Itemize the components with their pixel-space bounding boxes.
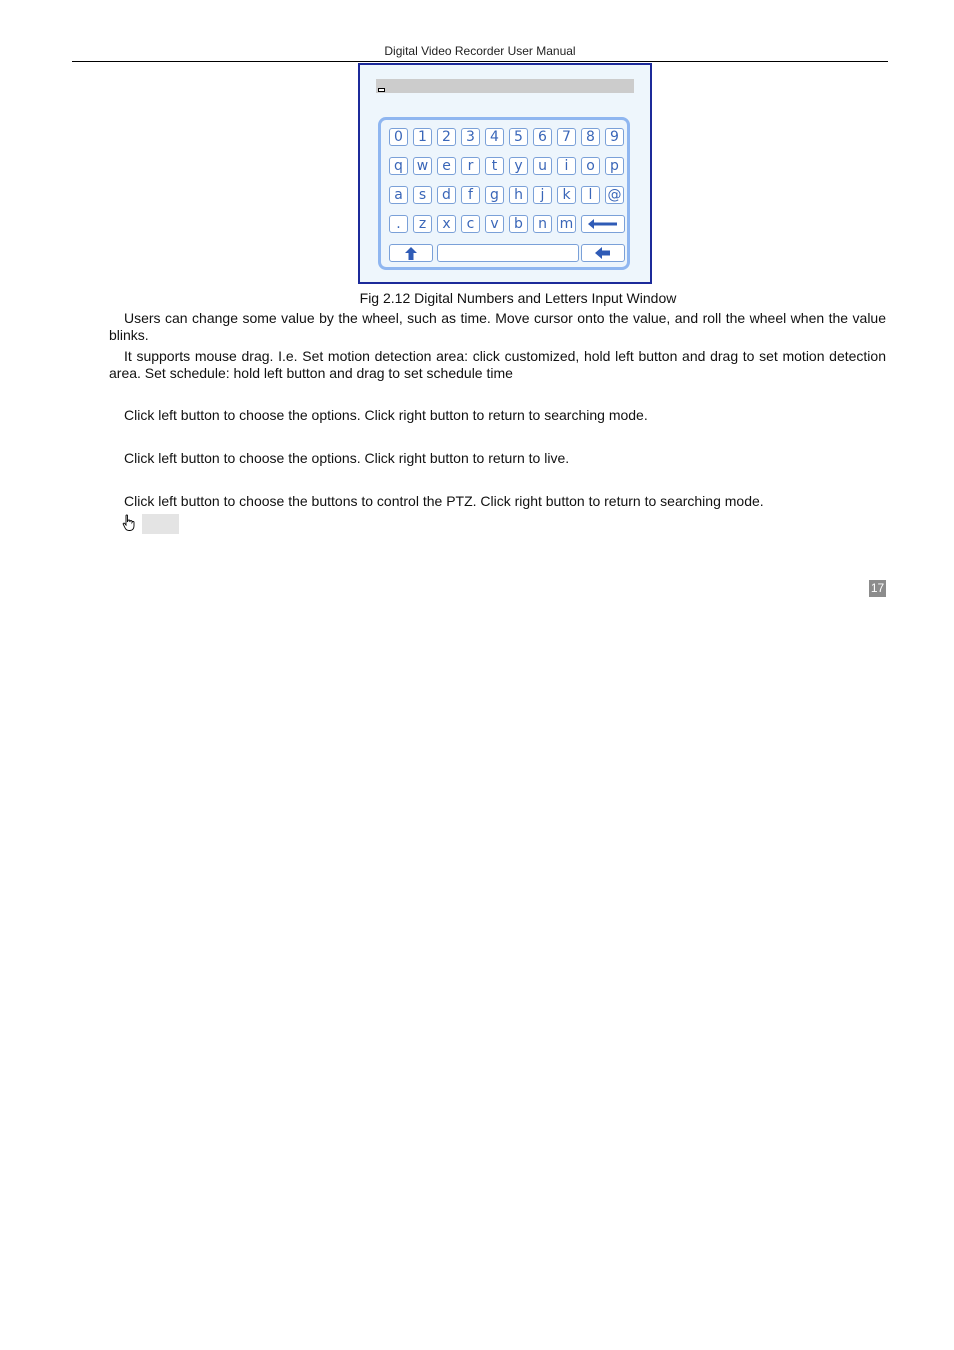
key-q[interactable]: q [389,157,408,175]
key-1[interactable]: 1 [413,128,432,146]
key-period[interactable]: . [389,215,408,233]
highlight-box [142,514,179,534]
key-u[interactable]: u [533,157,552,175]
key-8[interactable]: 8 [581,128,600,146]
key-n[interactable]: n [533,215,552,233]
text-line-live: Click left button to choose the options. Click right button to return to live. [124,450,570,466]
virtual-keyboard [378,117,630,270]
backspace-key[interactable] [581,244,625,262]
key-z[interactable]: z [413,215,432,233]
text-line-ptz: Click left button to choose the buttons to control the PTZ. Click right button to return to searching mode. [124,493,764,509]
header-rule [72,61,888,62]
key-x[interactable]: x [437,215,456,233]
text-input-field[interactable] [376,79,634,93]
key-7[interactable]: 7 [557,128,576,146]
key-l[interactable]: l [581,186,600,204]
enter-arrow-icon [587,218,619,230]
key-d[interactable]: d [437,186,456,204]
paragraph-wheel: Users can change some value by the wheel, such as time. Move cursor onto the value, and roll the wheel when the value blinks. [109,310,886,343]
key-k[interactable]: k [557,186,576,204]
key-t[interactable]: t [485,157,504,175]
header-title: Digital Video Recorder User Manual [384,44,576,58]
key-at[interactable]: @ [605,186,624,204]
key-9[interactable]: 9 [605,128,624,146]
figure-caption: Fig 2.12 Digital Numbers and Letters Input Window [359,290,677,306]
key-s[interactable]: s [413,186,432,204]
paragraph-drag: It supports mouse drag. I.e. Set motion detection area: click customized, hold left button and drag to set motion detection area. Set schedule: hold left button and drag to set schedule time [109,348,886,381]
key-c[interactable]: c [461,215,480,233]
key-f[interactable]: f [461,186,480,204]
key-y[interactable]: y [509,157,528,175]
key-v[interactable]: v [485,215,504,233]
key-b[interactable]: b [509,215,528,233]
page-number: 17 [870,581,885,595]
backspace-arrow-icon [595,247,611,259]
shift-key[interactable] [389,244,433,262]
key-j[interactable]: j [533,186,552,204]
shift-up-arrow-icon [404,247,418,260]
space-key[interactable] [437,244,579,262]
key-w[interactable]: w [413,157,432,175]
key-3[interactable]: 3 [461,128,480,146]
key-r[interactable]: r [461,157,480,175]
input-window-figure [358,63,652,284]
key-e[interactable]: e [437,157,456,175]
key-5[interactable]: 5 [509,128,528,146]
enter-key[interactable] [581,215,625,233]
key-p[interactable]: p [605,157,624,175]
key-2[interactable]: 2 [437,128,456,146]
key-i[interactable]: i [557,157,576,175]
key-4[interactable]: 4 [485,128,504,146]
key-m[interactable]: m [557,215,576,233]
key-g[interactable]: g [485,186,504,204]
key-a[interactable]: a [389,186,408,204]
key-h[interactable]: h [509,186,528,204]
text-cursor [378,88,385,92]
key-6[interactable]: 6 [533,128,552,146]
text-line-searching: Click left button to choose the options. Click right button to return to searching mode. [124,407,648,423]
hand-pointer-icon [121,514,139,532]
key-0[interactable]: 0 [389,128,408,146]
key-o[interactable]: o [581,157,600,175]
